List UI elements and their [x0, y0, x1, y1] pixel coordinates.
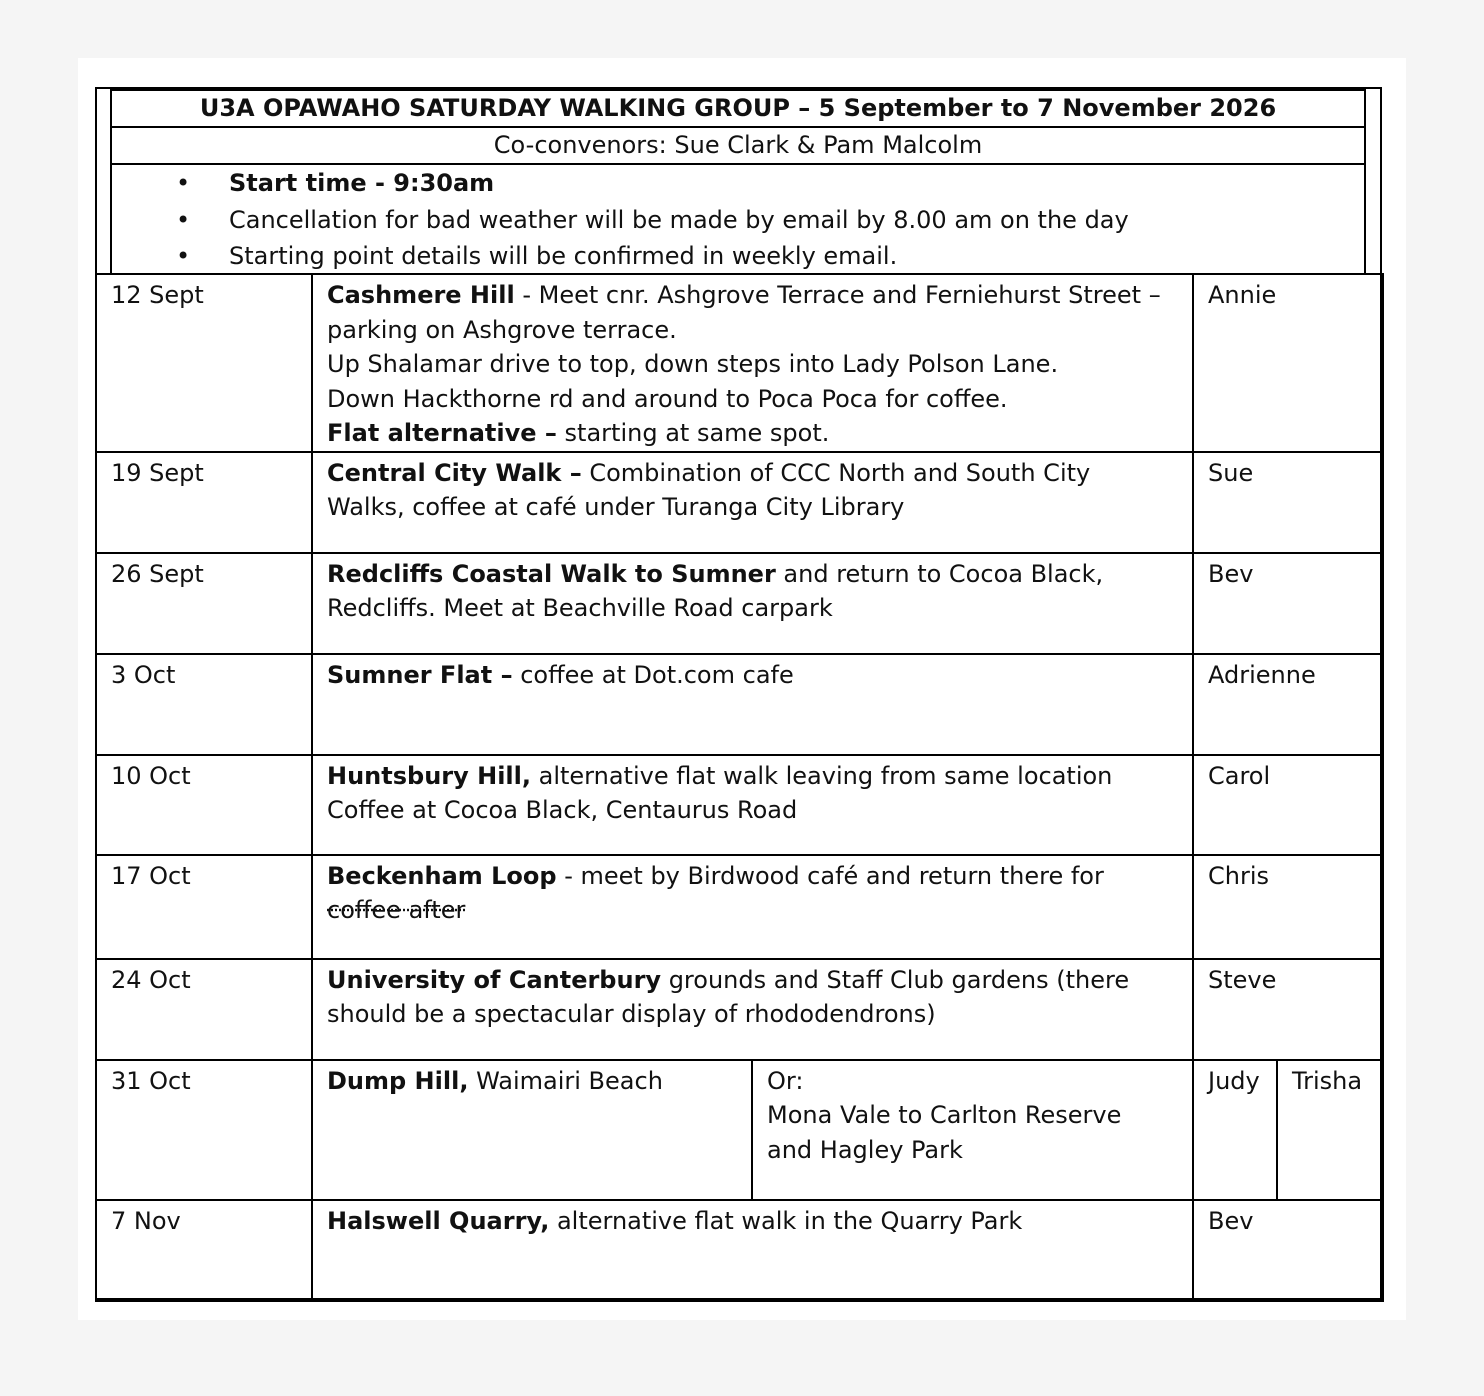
walk-leader: Carol	[1193, 755, 1383, 855]
walk-name: Central City Walk –	[327, 458, 582, 487]
desc-line	[327, 1204, 1178, 1239]
desc-text: and Hagley Park	[767, 1135, 963, 1164]
desc-text: grounds and Staff Club gardens (there	[661, 965, 1130, 994]
page-title: U3A OPAWAHO SATURDAY WALKING GROUP – 5 September to 7 November 2026	[112, 91, 1364, 128]
walk-description	[312, 452, 1193, 553]
walk-leader: Sue	[1193, 452, 1383, 553]
table-row	[96, 755, 1383, 855]
desc-text: alternative flat walk leaving from same location	[531, 761, 1113, 790]
desc-text: - meet by Birdwood café and return there for	[556, 861, 1104, 890]
bullet-text: Starting point details will be confirmed in weekly email.	[229, 242, 898, 270]
desc-text: Up Shalamar drive to top, down steps into Lady Polson Lane.	[327, 350, 1059, 378]
bullet-start-time	[112, 165, 1364, 202]
bullet-dot-icon: •	[176, 205, 191, 234]
walk-date: 12 Sept	[96, 274, 312, 452]
schedule-header	[110, 89, 1366, 274]
desc-line	[327, 793, 1178, 828]
walk-name: Flat alternative –	[327, 419, 557, 447]
walk-description	[312, 553, 1193, 654]
desc-line	[767, 1098, 1178, 1133]
walk-date: 19 Sept	[96, 452, 312, 553]
desc-line	[327, 859, 1178, 894]
desc-line	[767, 1064, 1178, 1099]
walk-description-option-a	[312, 1060, 752, 1200]
desc-text: parking on Ashgrove terrace.	[327, 315, 677, 344]
table-row	[96, 1200, 1383, 1301]
desc-line	[327, 278, 1178, 313]
bullet-starting-point	[112, 238, 1364, 275]
table-row	[96, 274, 1383, 452]
desc-line	[327, 313, 1178, 348]
walk-description	[312, 274, 1193, 452]
desc-text: Combination of CCC North and South City	[581, 458, 1091, 487]
walk-description-option-b	[752, 1060, 1193, 1200]
convenors-line: Co-convenors: Sue Clark & Pam Malcolm	[112, 128, 1364, 165]
schedule-table	[95, 273, 1384, 1302]
walk-name: University of Canterbury	[327, 965, 662, 994]
desc-text: coffee after	[327, 896, 466, 924]
walk-name: Sumner Flat –	[327, 660, 513, 689]
walk-date: 3 Oct	[96, 654, 312, 755]
walk-name: Redcliffs Coastal Walk to Sumner	[327, 559, 776, 588]
desc-line	[327, 416, 1178, 451]
info-bullets	[112, 165, 1364, 275]
desc-line	[327, 382, 1178, 417]
desc-line	[327, 963, 1178, 998]
bullet-dot-icon: •	[176, 169, 191, 197]
desc-text: Or:	[767, 1066, 804, 1095]
desc-line	[327, 893, 1178, 928]
desc-text: Down Hackthorne rd and around to Poca Poca for coffee.	[327, 384, 1008, 413]
walk-leader: Chris	[1193, 855, 1383, 959]
walk-name: Halswell Quarry,	[327, 1206, 550, 1235]
desc-line	[327, 490, 1178, 525]
walk-description	[312, 755, 1193, 855]
desc-text: Coffee at Cocoa Black, Centaurus Road	[327, 796, 798, 824]
desc-text: Waimairi Beach	[468, 1066, 663, 1095]
walk-date: 24 Oct	[96, 959, 312, 1060]
walk-date: 26 Sept	[96, 553, 312, 654]
walk-leader: Adrienne	[1193, 654, 1383, 755]
desc-line	[767, 1133, 1178, 1168]
desc-text: Mona Vale to Carlton Reserve	[767, 1101, 1122, 1129]
walk-leader: Bev	[1193, 553, 1383, 654]
desc-text: and return to Cocoa Black,	[775, 559, 1104, 588]
table-row	[96, 1060, 1383, 1200]
walk-leader: Annie	[1193, 274, 1383, 452]
walk-leader: Bev	[1193, 1200, 1383, 1301]
walk-description	[312, 1200, 1193, 1301]
table-row	[96, 452, 1383, 553]
table-row	[96, 959, 1383, 1060]
desc-line	[327, 347, 1178, 382]
desc-text: alternative flat walk in the Quarry Park	[549, 1206, 1023, 1235]
walk-description	[312, 959, 1193, 1060]
walk-description	[312, 654, 1193, 755]
bullet-text: Start time - 9:30am	[229, 169, 495, 197]
walk-date: 7 Nov	[96, 1200, 312, 1301]
desc-text: - Meet cnr. Ashgrove Terrace and Ferniehurst Street –	[514, 281, 1161, 309]
table-row	[96, 855, 1383, 959]
desc-line	[327, 557, 1178, 592]
bullet-text: Cancellation for bad weather will be made by email by 8.00 am on the day	[229, 205, 1129, 234]
desc-text: Walks, coffee at café under Turanga City Library	[327, 493, 905, 521]
desc-text: coffee at Dot.com cafe	[512, 660, 794, 689]
walk-date: 10 Oct	[96, 755, 312, 855]
walk-description	[312, 855, 1193, 959]
desc-text: should be a spectacular display of rhododendrons)	[327, 1000, 936, 1028]
desc-line	[327, 658, 1178, 693]
walk-name: Cashmere Hill	[327, 281, 515, 309]
walk-name: Dump Hill,	[327, 1066, 469, 1095]
walk-date: 31 Oct	[96, 1060, 312, 1200]
desc-line	[327, 1064, 737, 1099]
walk-name: Beckenham Loop	[327, 861, 557, 890]
walk-leader: Judy	[1193, 1060, 1277, 1200]
table-row	[96, 654, 1383, 755]
desc-text: starting at same spot.	[556, 419, 830, 447]
walk-name: Huntsbury Hill,	[327, 761, 531, 790]
desc-text: Redcliffs. Meet at Beachville Road carpark	[327, 594, 833, 622]
table-row	[96, 553, 1383, 654]
desc-line	[327, 456, 1178, 491]
bullet-cancellation	[112, 202, 1364, 239]
walk-leader: Trisha	[1277, 1060, 1383, 1200]
walk-leader: Steve	[1193, 959, 1383, 1060]
walk-date: 17 Oct	[96, 855, 312, 959]
desc-line	[327, 759, 1178, 794]
desc-line	[327, 591, 1178, 626]
bullet-dot-icon: •	[176, 242, 191, 270]
desc-line	[327, 997, 1178, 1032]
